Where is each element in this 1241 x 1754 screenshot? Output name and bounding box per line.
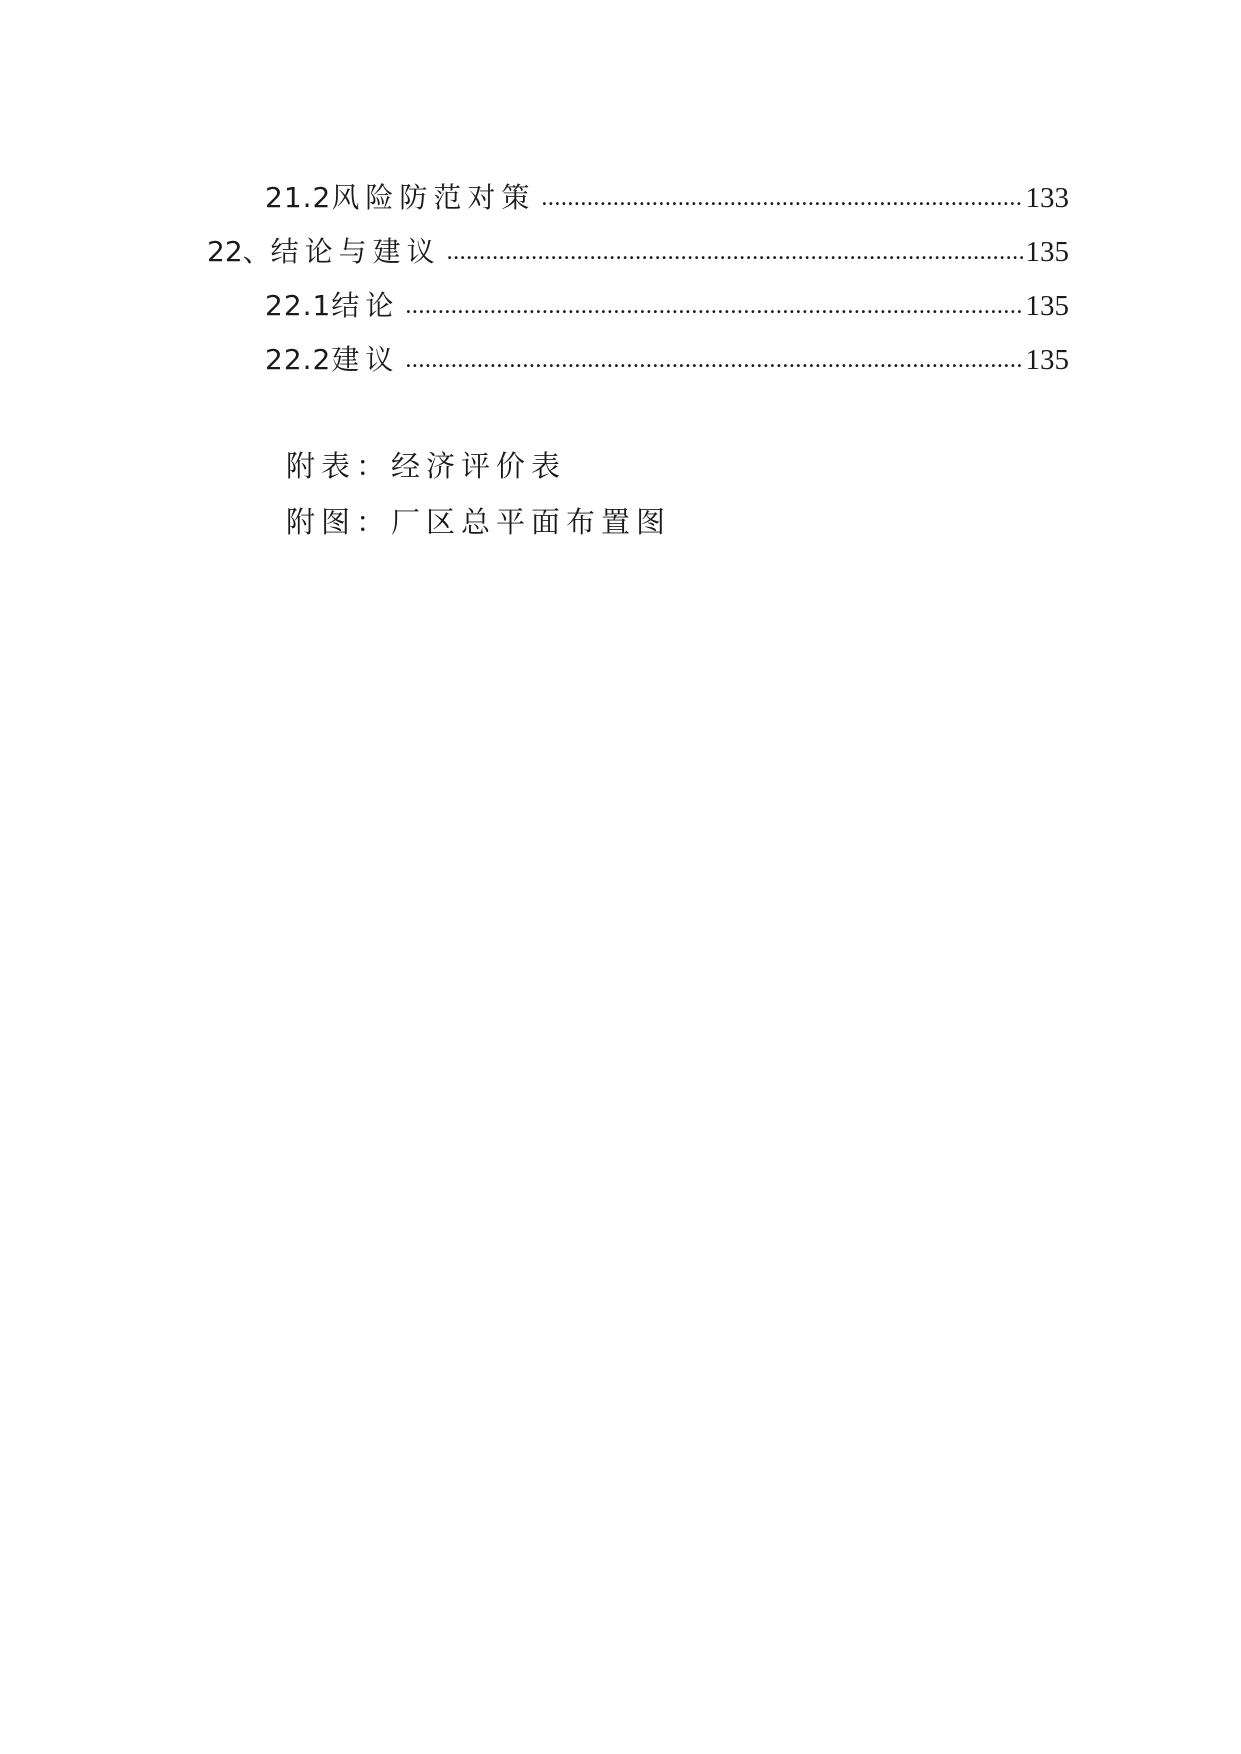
dot-leader [541, 180, 1023, 216]
toc-entry-number: 22、 [207, 235, 271, 268]
toc-entry-number: 21.2 [265, 181, 332, 214]
toc-entry-title: 结论 [331, 289, 400, 322]
appendix-figure-item: 附图：厂区总平面布置图 [286, 505, 672, 539]
toc-entry-number: 22.2 [265, 343, 332, 376]
appendix-table-item: 附表：经济评价表 [286, 449, 567, 483]
toc-entry[interactable] [265, 288, 1069, 326]
toc-entry-page: 133 [1025, 182, 1069, 214]
toc-entry-title: 建议 [331, 343, 400, 376]
toc-entry-page: 135 [1025, 290, 1069, 322]
toc-entry-number: 22.1 [265, 289, 332, 322]
dot-leader [447, 234, 1024, 270]
dot-leader [405, 342, 1023, 378]
dot-leader [405, 288, 1023, 324]
toc-entry[interactable] [265, 180, 1069, 218]
toc-entry-title: 结论与建议 [270, 235, 441, 268]
toc-entry[interactable] [265, 342, 1069, 380]
toc-entry-page: 135 [1025, 236, 1069, 268]
toc-entry[interactable] [207, 234, 1069, 272]
toc-entry-page: 135 [1025, 344, 1069, 376]
toc-entry-title: 风险防范对策 [331, 181, 536, 214]
